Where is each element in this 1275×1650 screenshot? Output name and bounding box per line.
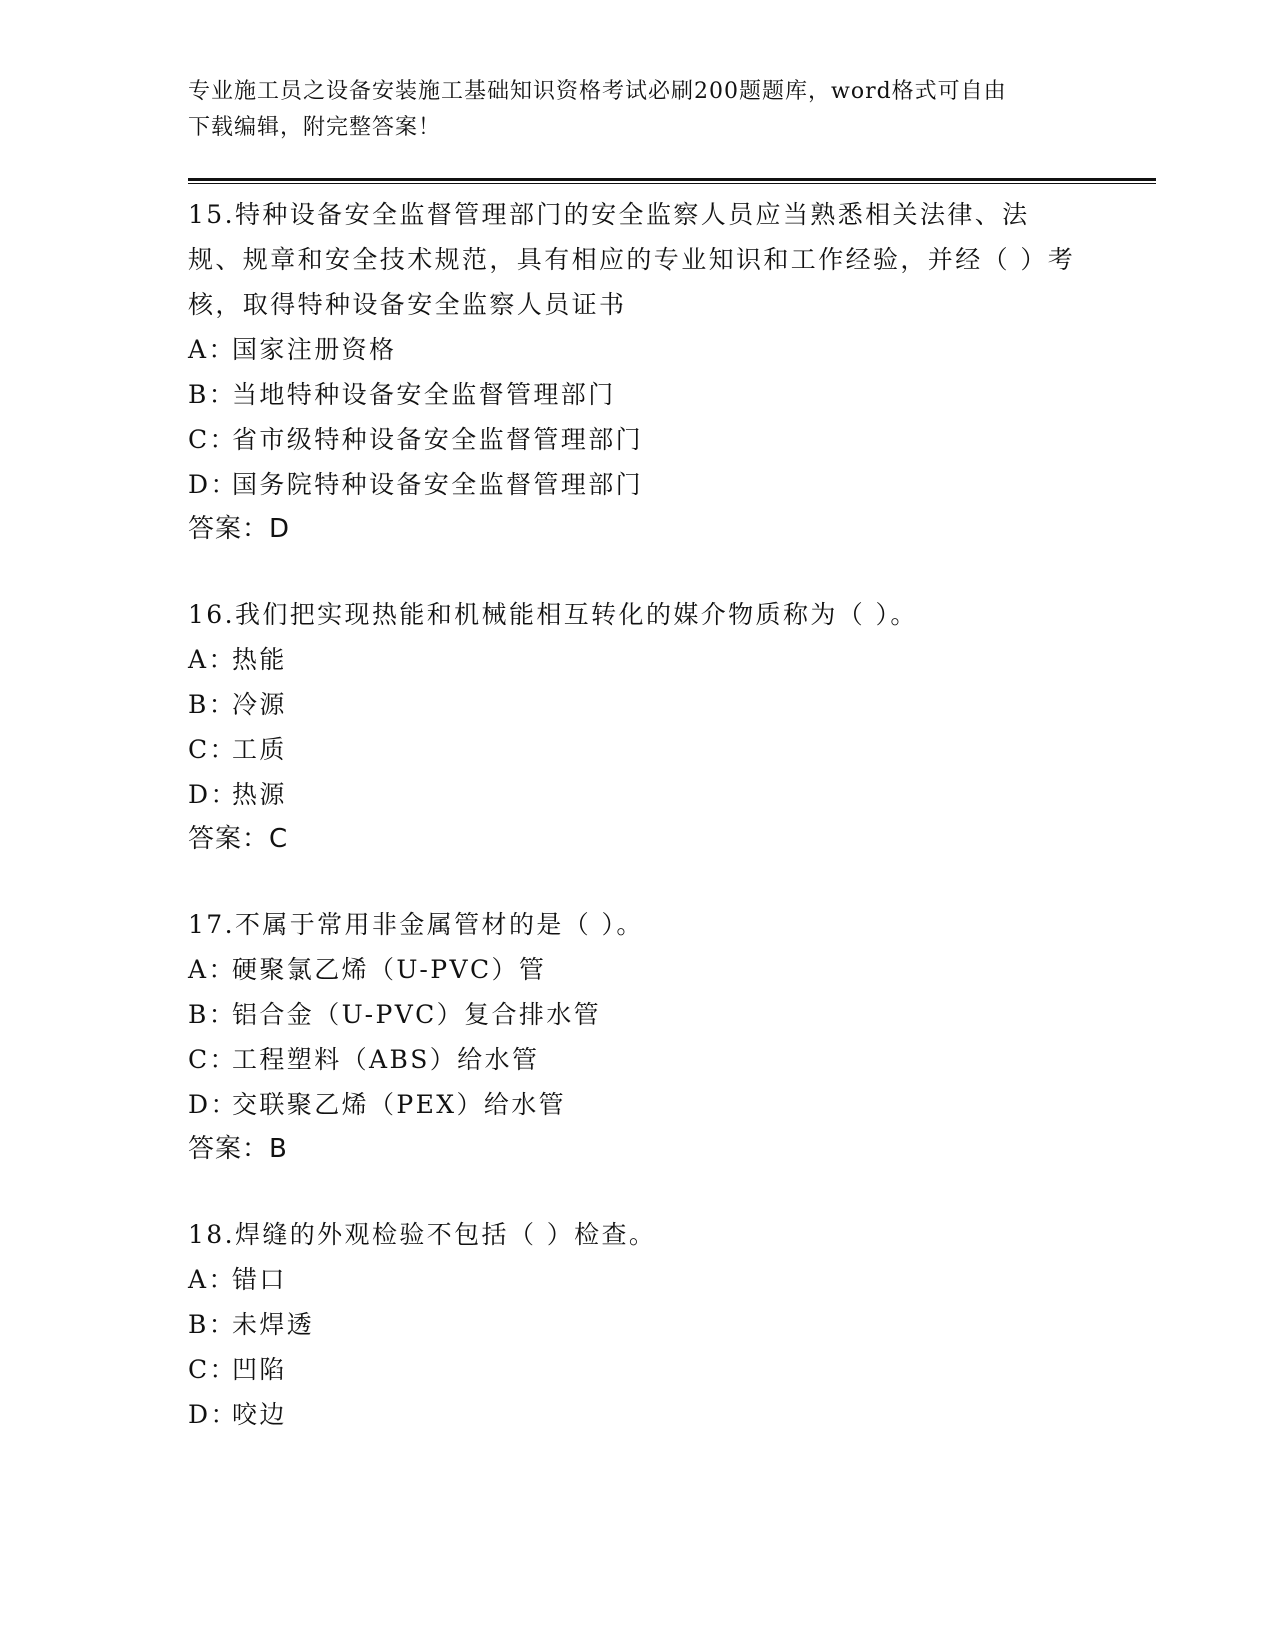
question-spacer	[188, 862, 1088, 902]
question-17	[188, 902, 1088, 1172]
option-d	[188, 462, 1088, 507]
header-divider-thin	[188, 183, 1156, 184]
option-key: A：	[188, 335, 236, 364]
option-text: 工程塑料（ABS）给水管	[232, 1045, 540, 1074]
option-text: 热能	[232, 645, 287, 674]
question-18	[188, 1212, 1088, 1437]
option-b	[188, 1302, 1088, 1347]
question-15	[188, 192, 1088, 552]
option-c	[188, 1347, 1088, 1392]
answer-line: 答案：D	[188, 514, 291, 544]
option-c	[188, 417, 1088, 462]
answer-line: 答案：B	[188, 1134, 288, 1164]
option-text: 热源	[232, 780, 287, 809]
option-d	[188, 1082, 1088, 1127]
question-spacer	[188, 1172, 1088, 1212]
option-key: B：	[188, 1310, 237, 1339]
option-key: B：	[188, 690, 237, 719]
option-b	[188, 682, 1088, 727]
option-key: D：	[188, 1400, 238, 1429]
question-stem: 15.特种设备安全监督管理部门的安全监察人员应当熟悉相关法律、法规、规章和安全技术规范，具有相应的专业知识和工作经验，并经（ ）考核，取得特种设备安全监察人员证书	[188, 200, 1076, 319]
option-key: B：	[188, 380, 237, 409]
option-c	[188, 1037, 1088, 1082]
option-key: C：	[188, 735, 237, 764]
option-a	[188, 637, 1088, 682]
option-key: C：	[188, 1045, 237, 1074]
option-key: A：	[188, 645, 236, 674]
option-text: 国家注册资格	[232, 335, 397, 364]
header-line-2: 下载编辑，附完整答案！	[188, 115, 442, 140]
option-a	[188, 1257, 1088, 1302]
question-stem: 16.我们把实现热能和机械能相互转化的媒介物质称为（ ）。	[188, 600, 918, 629]
option-key: C：	[188, 1355, 237, 1384]
option-text: 错口	[232, 1265, 287, 1294]
question-stem: 17.不属于常用非金属管材的是（ ）。	[188, 910, 644, 939]
option-text: 凹陷	[232, 1355, 287, 1384]
option-text: 硬聚氯乙烯（U-PVC）管	[232, 955, 547, 984]
option-text: 未焊透	[232, 1310, 315, 1339]
option-key: D：	[188, 1090, 238, 1119]
header-divider-thick	[188, 178, 1156, 181]
option-c	[188, 727, 1088, 772]
option-key: A：	[188, 1265, 236, 1294]
option-d	[188, 772, 1088, 817]
option-b	[188, 372, 1088, 417]
option-a	[188, 327, 1088, 372]
option-text: 铝合金（U-PVC）复合排水管	[232, 1000, 602, 1029]
option-b	[188, 992, 1088, 1037]
option-d	[188, 1392, 1088, 1437]
answer-line: 答案：C	[188, 824, 289, 854]
option-key: B：	[188, 1000, 237, 1029]
option-text: 国务院特种设备安全监督管理部门	[232, 470, 644, 499]
option-key: D：	[188, 780, 238, 809]
header-line-1: 专业施工员之设备安装施工基础知识资格考试必刷200题题库，word格式可自由	[188, 79, 1007, 104]
question-16	[188, 592, 1088, 862]
question-spacer	[188, 552, 1088, 592]
option-text: 省市级特种设备安全监督管理部门	[232, 425, 644, 454]
question-list	[188, 192, 1088, 1437]
question-stem: 18.焊缝的外观检验不包括（ ）检查。	[188, 1220, 657, 1249]
option-a	[188, 947, 1088, 992]
document-header	[188, 74, 1068, 146]
option-key: A：	[188, 955, 236, 984]
option-text: 工质	[232, 735, 287, 764]
option-key: C：	[188, 425, 237, 454]
option-key: D：	[188, 470, 238, 499]
option-text: 咬边	[232, 1400, 287, 1429]
option-text: 交联聚乙烯（PEX）给水管	[232, 1090, 567, 1119]
option-text: 当地特种设备安全监督管理部门	[232, 380, 616, 409]
option-text: 冷源	[232, 690, 287, 719]
